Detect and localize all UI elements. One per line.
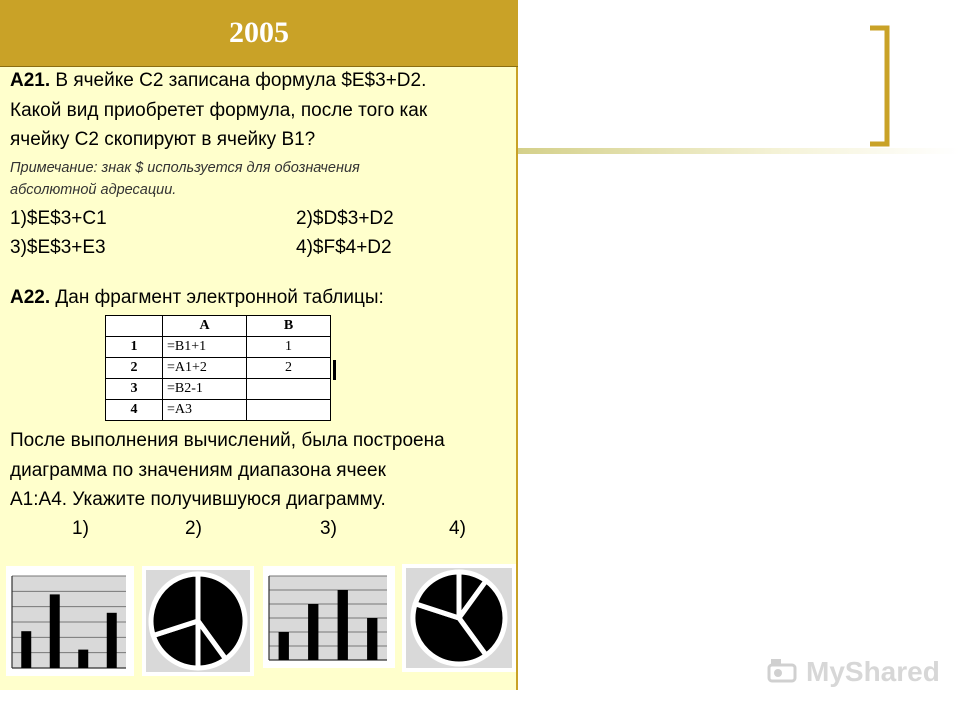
table-cell [247, 379, 331, 400]
projector-icon [766, 657, 800, 687]
a22-after-line1: После выполнения вычислений, была построена [10, 430, 445, 451]
bar-3 [78, 650, 88, 668]
table-header-cell: B [247, 316, 331, 337]
table-cell: 1 [247, 337, 331, 358]
a21-number: A21. [10, 70, 51, 91]
a21-note-line1: Примечание: знак $ используется для обозначения [10, 160, 360, 176]
bracket-decoration [868, 25, 890, 147]
bar-chart-option-3 [263, 566, 395, 668]
table-row [106, 358, 331, 379]
decorative-line [518, 148, 960, 154]
pie-chart-option-2 [142, 566, 254, 676]
a21-option-3: 3)$E$3+E3 [10, 237, 106, 258]
row-number-cell: 3 [106, 379, 163, 400]
row-number-cell: 1 [106, 337, 163, 358]
table-row [106, 337, 331, 358]
table-header-cell: A [163, 316, 247, 337]
projector-top [771, 659, 781, 664]
row-number-cell: 2 [106, 358, 163, 379]
a21-question-line2: Какой вид приобретет формула, после того как [10, 100, 428, 121]
table-cell [247, 400, 331, 421]
a21-option-2: 2)$D$3+D2 [296, 208, 394, 229]
diagram-label-1: 1) [72, 518, 89, 539]
table-header-cell [106, 316, 163, 337]
a22-after-line3: A1:A4. Укажите получившуюся диаграмму. [10, 489, 386, 510]
bar-2 [50, 594, 60, 668]
a22-number: A22. [10, 287, 51, 308]
bar-4 [107, 613, 117, 668]
bracket-shape [870, 28, 887, 144]
a21-text: В ячейке С2 записана формула $E$3+D2. [50, 70, 427, 91]
a21-note-line2: абсолютной адресации. [10, 182, 177, 198]
pie-chart-option-4 [402, 564, 516, 672]
a22-intro: Дан фрагмент электронной таблицы: [50, 287, 384, 308]
diagram-label-2: 2) [185, 518, 202, 539]
watermark-text: MyShared [806, 656, 940, 687]
projector-lens [774, 669, 782, 677]
diagram-label-4: 4) [449, 518, 466, 539]
table-cell: =B2-1 [163, 379, 247, 400]
bar-1 [21, 631, 31, 668]
spreadsheet-fragment [105, 315, 331, 421]
table-cell: =A3 [163, 400, 247, 421]
year-title: 2005 [229, 16, 289, 49]
table-row [106, 400, 331, 421]
bar-2 [308, 604, 318, 660]
table-cell: 2 [247, 358, 331, 379]
a21-option-1: 1)$E$3+C1 [10, 208, 107, 229]
bar-chart-option-1 [6, 566, 134, 676]
table-cell: =A1+2 [163, 358, 247, 379]
table-cell: =B1+1 [163, 337, 247, 358]
row-number-cell: 4 [106, 400, 163, 421]
table-row [106, 379, 331, 400]
a21-question-line1 [10, 70, 426, 92]
table-header-row [106, 316, 331, 337]
bar-1 [279, 632, 289, 660]
watermark [766, 656, 940, 688]
diagram-label-3: 3) [320, 518, 337, 539]
bar-4 [367, 618, 377, 660]
a21-question-line3: ячейку С2 скопируют в ячейку В1? [10, 129, 316, 150]
cell-cursor-mark [333, 360, 336, 380]
a22-question-line [10, 287, 384, 309]
title-bar [0, 0, 518, 67]
a22-after-line2: диаграмма по значениям диапазона ячеек [10, 460, 386, 481]
a21-option-4: 4)$F$4+D2 [296, 237, 392, 258]
bar-3 [338, 590, 348, 660]
